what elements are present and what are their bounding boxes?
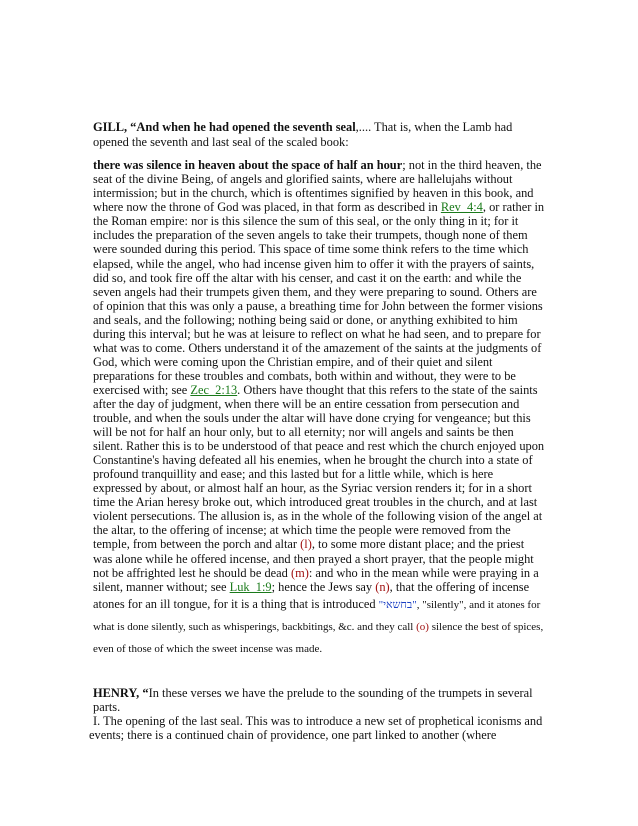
footnote-marker-o[interactable]: (o) xyxy=(416,620,429,633)
commentary-page xyxy=(93,120,545,660)
gill-commentary-paragraph xyxy=(93,158,545,659)
footnote-marker-n[interactable]: (n) xyxy=(375,579,390,594)
commentary-text: , that the offering of incense atones for an ill tongue, for it is a thing that is introduced xyxy=(93,579,530,611)
henry-intro-text: In these verses we have the prelude to the sounding of the trumpets in several parts. xyxy=(93,686,533,715)
scripture-link-rev-4-4[interactable]: Rev_4:4 xyxy=(440,200,483,215)
commentary-text: , or rather in the Roman empire: nor is this silence the sum of this seal, or the only thing in it; for it includes the preparation of the seven angels to take their trumpets, though none of them were sounded during this period. This space of time some think refers to the time which elapsed, while the angel, who had incense given him to offer it with the prayers of saints, did so, and took fire off the altar with his censer, and cast it on the earth: and while the seven angels had their trumpets given them, and they were preparing to sound. Others are of opinion that this was only a pause, a breathing time for John between the former visions and seals, and the following; nothing being said or done, or anything exhibited to him during this interval; but he was at leisure to reflect on what he had seen, and to prepare for what was to come. Others understand it of the amazement of the saints at the judgments of God, which were coming upon the Christian empire, and of their quiet and silent preparations for these troubles and combats, both within and without, they were to be exercised with; see xyxy=(93,200,545,397)
commentary-text: ; hence the Jews say xyxy=(271,579,376,594)
hebrew-word: "בחשאי" xyxy=(378,598,417,611)
henry-intro xyxy=(93,686,545,714)
henry-paragraph: I. The opening of the last seal. This was to introduce a new set of prophetical iconisms and events; there is a continued chain of providence, one part linked to another (where xyxy=(89,714,543,743)
commentary-text-small: , "silently", and it atones for what is done silently, such as whisperings, backbitings, &c. and they call xyxy=(93,598,541,633)
commentary-text: : and who in the mean while were praying in a silent, manner without; see xyxy=(93,565,539,594)
gill-intro xyxy=(93,120,545,149)
scripture-link-zec-2-13[interactable]: Zec_2:13 xyxy=(190,382,238,397)
footnote-marker-l[interactable]: (l) xyxy=(300,537,312,552)
gill-heading: GILL, “And when he had opened the seventh seal xyxy=(93,120,356,134)
commentary-text: , to some more distant place; and the priest was alone while he offered incense, and then prayed a short prayer, that the people might not be affrighted lest he should be dead xyxy=(93,537,534,580)
verse-phrase: there was silence in heaven about the space of half an hour xyxy=(93,158,403,173)
scripture-link-luk-1-9[interactable]: Luk_1:9 xyxy=(229,579,272,594)
commentary-text: ; not in the third heaven, the seat of the divine Being, of angels and glorified saints, where are hallelujahs without intermission; but in the church, which is oftentimes signified by heaven in this book, and where now the throne of God was placed, in that form as described in xyxy=(93,158,542,215)
commentary-text-small: silence the best of spices, even of those of which the sweet incense was made. xyxy=(93,620,544,655)
henry-heading: HENRY, “ xyxy=(93,686,149,700)
commentary-text: . Others have thought that this refers to the state of the saints after the day of judgment, when there will be an entire cessation from persecution and trouble, and when the souls under the altar will have done crying for vengeance; but this will be not for half an hour only, but to all eternity; nor will angels and saints be then silent. Rather this is to be understood of that peace and rest which the church enjoyed upon Constantine's having defeated all his enemies, when he brought the church into a state of profound tranquillity and ease; and this lasted but for a little while, which is here expressed by about, or almost half an hour, as the Syriac version renders it; for in a short time the Arian heresy broke out, which introduced great troubles in the church, and at last violent persecutions. The allusion is, as in the whole of the following vision of the angel at the altar, to the offering of incense; at which time the people were removed from the temple, from between the porch and altar xyxy=(93,382,545,552)
footnote-marker-m[interactable]: (m) xyxy=(290,565,309,580)
gill-intro-text: ,.... That is, when the Lamb had opened the seventh and last seal of the scaled book: xyxy=(93,120,513,149)
henry-commentary xyxy=(89,686,545,743)
